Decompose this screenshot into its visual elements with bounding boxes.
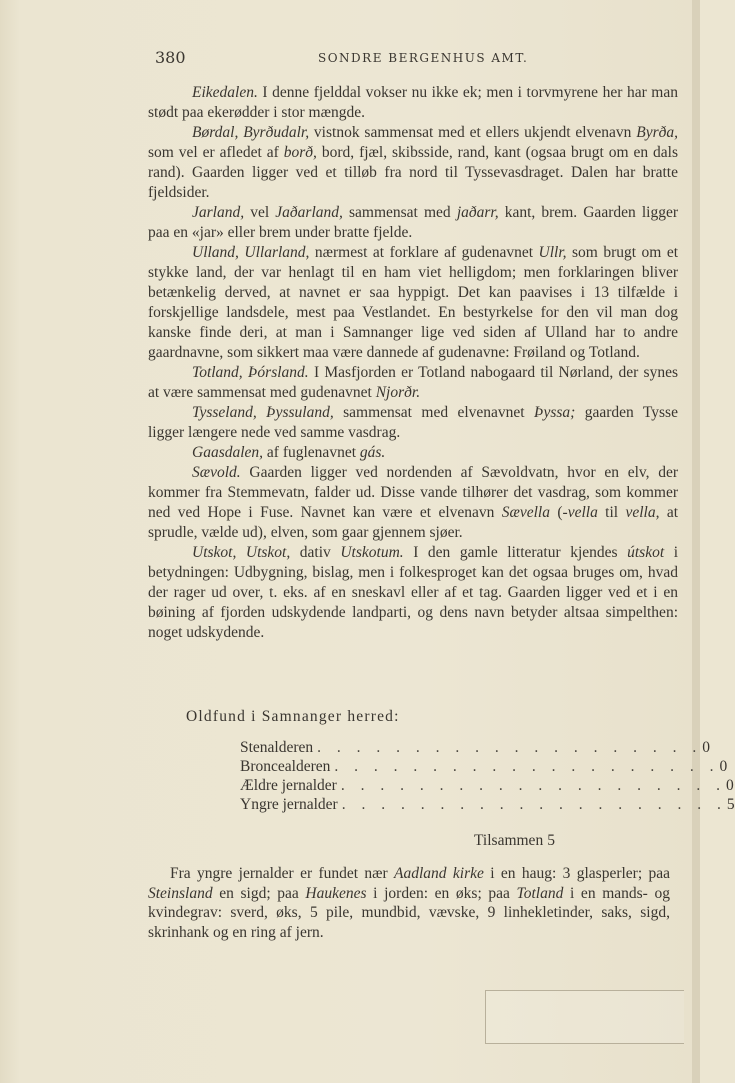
page-header xyxy=(0,48,700,72)
italic-text: Utskotum. xyxy=(340,544,404,561)
library-slip xyxy=(485,990,684,1044)
final-paragraph xyxy=(148,864,670,942)
paragraph xyxy=(148,363,678,403)
text-run: vel xyxy=(244,204,276,221)
text-run: i en mands- og kvindegrav: sverd, øks, 5 pile, mundbid, vævske, 9 linhekletinder, saks, sigd, skrinhank og en ring af jern. xyxy=(148,884,670,941)
text-run: som brugt om et stykke land, der var henlagt til en ham viet helligdom; men forklaringen bliver betænkelig derved, at navnet er saa hyppigt. Det kan paavises i 13 tilfælde i forskjellige landsdele, mest paa Vestlandet. En bestyrkelse for den vil man dog kanske finde deri, at man i Samnanger lige ved siden af Ulland har to andre gaardnavne, som sikkert maa være dannede af gudenavne: Frøiland og Totland. xyxy=(148,244,678,361)
paragraph xyxy=(148,243,678,363)
text-run: en sigd; paa xyxy=(212,884,306,902)
text-run: af fuglenavnet xyxy=(263,444,360,461)
running-title: SONDRE BERGENHUS AMT. xyxy=(318,51,529,65)
oldfund-count: 0 xyxy=(702,739,711,756)
paragraph xyxy=(148,403,678,443)
italic-text: Byrða, xyxy=(636,124,678,141)
dot-leader: . . . . . . . . . . . . . . . . . . . . xyxy=(334,758,720,775)
oldfund-period: Yngre jernalder xyxy=(240,796,338,813)
italic-text: Eikedalen. xyxy=(192,84,258,101)
text-run: I Masfjorden er Totland nabogaard til Nørland, der synes at være sammensat med gudenavnet xyxy=(148,364,678,401)
page-edge xyxy=(692,0,700,1083)
text-run: sammensat med elvenavnet xyxy=(333,404,534,421)
oldfund-period: Stenalderen xyxy=(240,739,314,756)
paragraph xyxy=(148,543,678,643)
italic-text: Sævold. xyxy=(192,464,241,481)
oldfund-row xyxy=(240,757,728,776)
italic-text: Sævella xyxy=(501,504,550,521)
oldfund-period: Broncealderen xyxy=(240,758,331,775)
italic-text: Tysseland, Þyssuland, xyxy=(192,404,334,421)
paragraph xyxy=(148,463,678,543)
text-run: I denne fjelddal vokser nu ikke ek; men i torvmyrene her har man stødt paa ekerødder i stor mængde. xyxy=(148,84,678,121)
italic-text: Aadland kirke xyxy=(394,865,484,882)
text-run: vistnok sammensat med et ellers ukjendt elvenavn xyxy=(309,124,637,141)
paragraph xyxy=(148,203,678,243)
italic-text: borð, xyxy=(283,144,317,161)
oldfund-count: 5 xyxy=(726,796,735,813)
text-run: kant, brem. Gaarden ligger paa en «jar» eller brem under bratte fjelde. xyxy=(148,204,679,241)
paragraph xyxy=(148,443,678,463)
text-run: Fra yngre jernalder er fundet nær xyxy=(170,865,395,882)
italic-text: jaðarr, xyxy=(456,204,499,221)
italic-text: -vella xyxy=(562,504,598,521)
paragraph xyxy=(148,83,678,123)
text-run: i jorden: en øks; paa xyxy=(366,884,517,902)
italic-text: gás. xyxy=(359,444,386,461)
italic-text: útskot xyxy=(627,544,665,561)
italic-text: Totland, Þórsland. xyxy=(192,364,309,381)
text-run: nærmest at forklare af gudenavnet xyxy=(309,244,539,261)
italic-text: Jarland, xyxy=(192,204,245,221)
oldfund-table xyxy=(240,738,735,814)
total-label: Tilsammen xyxy=(474,832,544,849)
paragraph xyxy=(148,123,678,203)
text-run: sammensat med xyxy=(342,204,457,221)
dot-leader: . . . . . . . . . . . . . . . . . . . . xyxy=(317,739,703,756)
main-text xyxy=(148,83,678,643)
italic-text: Haukenes xyxy=(305,884,367,902)
text-run: i betydningen: Udbygning, bislag, men i folkesproget kan det ogsaa bruges om, hvad der rager ud over, t. eks. af en sneskavl eller af et tag. Gaarden ligger ved et i en bøining af fjorden udskydende landparti, og dens navn betyder altsaa simpelthen: noget udskydende. xyxy=(148,544,679,641)
italic-text: Ulland, Ullarland, xyxy=(192,244,310,261)
oldfund-row xyxy=(240,738,711,757)
italic-text: Þyssa; xyxy=(534,404,576,421)
italic-text: Njorðr. xyxy=(375,384,421,401)
dot-leader: . . . . . . . . . . . . . . . . . . . . xyxy=(340,777,726,794)
oldfund-row xyxy=(240,776,734,795)
text-run: at sprudle, vælde ud), elven, som gaar gjennem sjøer. xyxy=(148,504,679,541)
italic-text: vella, xyxy=(625,504,660,521)
text-run: Gaarden ligger ved nordenden af Sævoldvatn, hvor en elv, der kommer fra Stemmevatn, falder ud. Disse vande tilhører det vasdrag, som kommer ned ved Hope i Fuse. Navnet kan være et elvenavn xyxy=(148,464,678,521)
oldfund-total xyxy=(474,832,555,850)
paragraph xyxy=(148,864,670,942)
text-run: dativ xyxy=(290,544,341,561)
text-run: til xyxy=(597,504,626,521)
text-run: som vel er afledet af xyxy=(148,144,284,161)
italic-text: Steinsland xyxy=(148,884,213,902)
italic-text: Børdal, Byrðudalr, xyxy=(192,124,310,141)
italic-text: Totland xyxy=(516,884,564,902)
text-run: I den gamle litteratur kjendes xyxy=(403,544,628,561)
oldfund-title: Oldfund i Samnanger herred: xyxy=(186,708,400,725)
text-run: gaarden Tysse ligger længere nede ved samme vasdrag. xyxy=(148,404,678,441)
italic-text: Gaasdalen, xyxy=(192,444,264,461)
text-run: i en haug: 3 glasperler; paa xyxy=(483,865,671,882)
oldfund-period: Ældre jernalder xyxy=(240,777,337,794)
italic-text: Ullr, xyxy=(538,244,567,261)
italic-text: Utskot, Utskot, xyxy=(192,544,291,561)
dot-leader: . . . . . . . . . . . . . . . . . . . . xyxy=(341,796,727,813)
text-run: ( xyxy=(550,504,563,521)
oldfund-row xyxy=(240,795,735,814)
oldfund-count: 0 xyxy=(719,758,728,775)
oldfund-count: 0 xyxy=(725,777,734,794)
total-value: 5 xyxy=(547,832,555,849)
italic-text: Jaðarland, xyxy=(275,204,343,221)
page-number: 380 xyxy=(155,48,186,67)
text-run: bord, fjæl, skibsside, rand, kant (ogsaa brugt om en dals rand). Gaarden ligger ved et tilløb fra nord til Tyssevasdraget. Dalen har bratte fjeldsider. xyxy=(148,144,678,201)
